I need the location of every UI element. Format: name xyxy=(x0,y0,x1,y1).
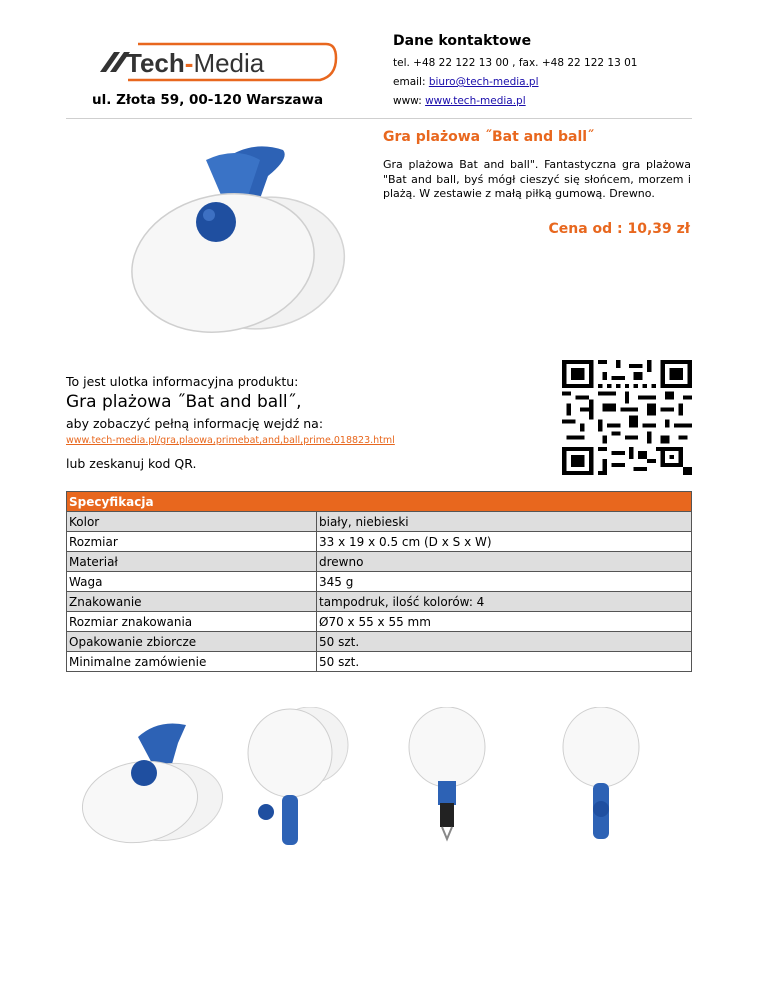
spec-row xyxy=(67,572,692,592)
spec-row xyxy=(67,532,692,552)
spec-value: tampodruk, ilość kolorów: 4 xyxy=(317,592,692,612)
product-thumbnail xyxy=(556,707,646,847)
spec-row xyxy=(67,612,692,632)
flyer-qr-text: lub zeskanuj kod QR. xyxy=(66,456,197,471)
product-thumbnail xyxy=(402,707,492,847)
spec-value: 33 x 19 x 0.5 cm (D x S x W) xyxy=(317,532,692,552)
spec-value: drewno xyxy=(317,552,692,572)
spec-header: Specyfikacja xyxy=(67,492,692,512)
product-description: Gra plażowa Bat and ball". Fantastyczna gra plażowa "Bat and ball, byś mógł cieszyć się słońcem, morzem i plażą. W zestawie z małą piłką gumową. Drewno. xyxy=(383,158,691,200)
contact-phone: tel. +48 22 122 13 00 , fax. +48 22 122 13 01 xyxy=(393,57,638,69)
spec-value: 50 szt. xyxy=(317,632,692,652)
spec-key: Kolor xyxy=(67,512,317,532)
spec-key: Rozmiar znakowania xyxy=(67,612,317,632)
product-title: Gra plażowa ˝Bat and ball˝ xyxy=(383,129,595,145)
contact-title: Dane kontaktowe xyxy=(393,33,532,49)
product-image xyxy=(118,138,358,338)
tech-media-logo xyxy=(98,40,338,84)
qr-code[interactable] xyxy=(562,360,692,475)
spec-key: Minimalne zamówienie xyxy=(67,652,317,672)
spec-value: Ø70 x 55 x 55 mm xyxy=(317,612,692,632)
spec-key: Rozmiar xyxy=(67,532,317,552)
spec-key: Waga xyxy=(67,572,317,592)
spec-key: Znakowanie xyxy=(67,592,317,612)
spec-value: biały, niebieski xyxy=(317,512,692,532)
spec-value: 345 g xyxy=(317,572,692,592)
spec-row xyxy=(67,512,692,532)
spec-table xyxy=(66,491,692,672)
www-link[interactable]: www.tech-media.pl xyxy=(425,95,526,107)
product-thumbnail xyxy=(242,707,352,847)
product-thumbnail xyxy=(78,707,228,847)
flyer-intro: To jest ulotka informacyjna produktu: xyxy=(66,374,299,389)
contact-www: www: www.tech-media.pl xyxy=(393,95,526,107)
spec-row xyxy=(67,632,692,652)
contact-email: email: biuro@tech-media.pl xyxy=(393,76,539,88)
spec-row xyxy=(67,552,692,572)
company-address: ul. Złota 59, 00-120 Warszawa xyxy=(92,92,324,108)
spec-value: 50 szt. xyxy=(317,652,692,672)
spec-key: Opakowanie zbiorcze xyxy=(67,632,317,652)
spec-row xyxy=(67,652,692,672)
email-link[interactable]: biuro@tech-media.pl xyxy=(428,76,539,88)
product-price: Cena od : 10,39 zł xyxy=(548,221,690,237)
product-link[interactable]: www.tech-media.pl/gra,plaowa,primebat,and,ball,prime,018823.html xyxy=(66,435,395,446)
flyer-product-name: Gra plażowa ˝Bat and ball˝, xyxy=(66,392,302,412)
divider xyxy=(66,118,692,119)
spec-key: Materiał xyxy=(67,552,317,572)
flyer-cta: aby zobaczyć pełną informację wejdź na: xyxy=(66,416,324,431)
svg-text:Tech-Media: Tech-Media xyxy=(126,48,265,78)
spec-row xyxy=(67,592,692,612)
